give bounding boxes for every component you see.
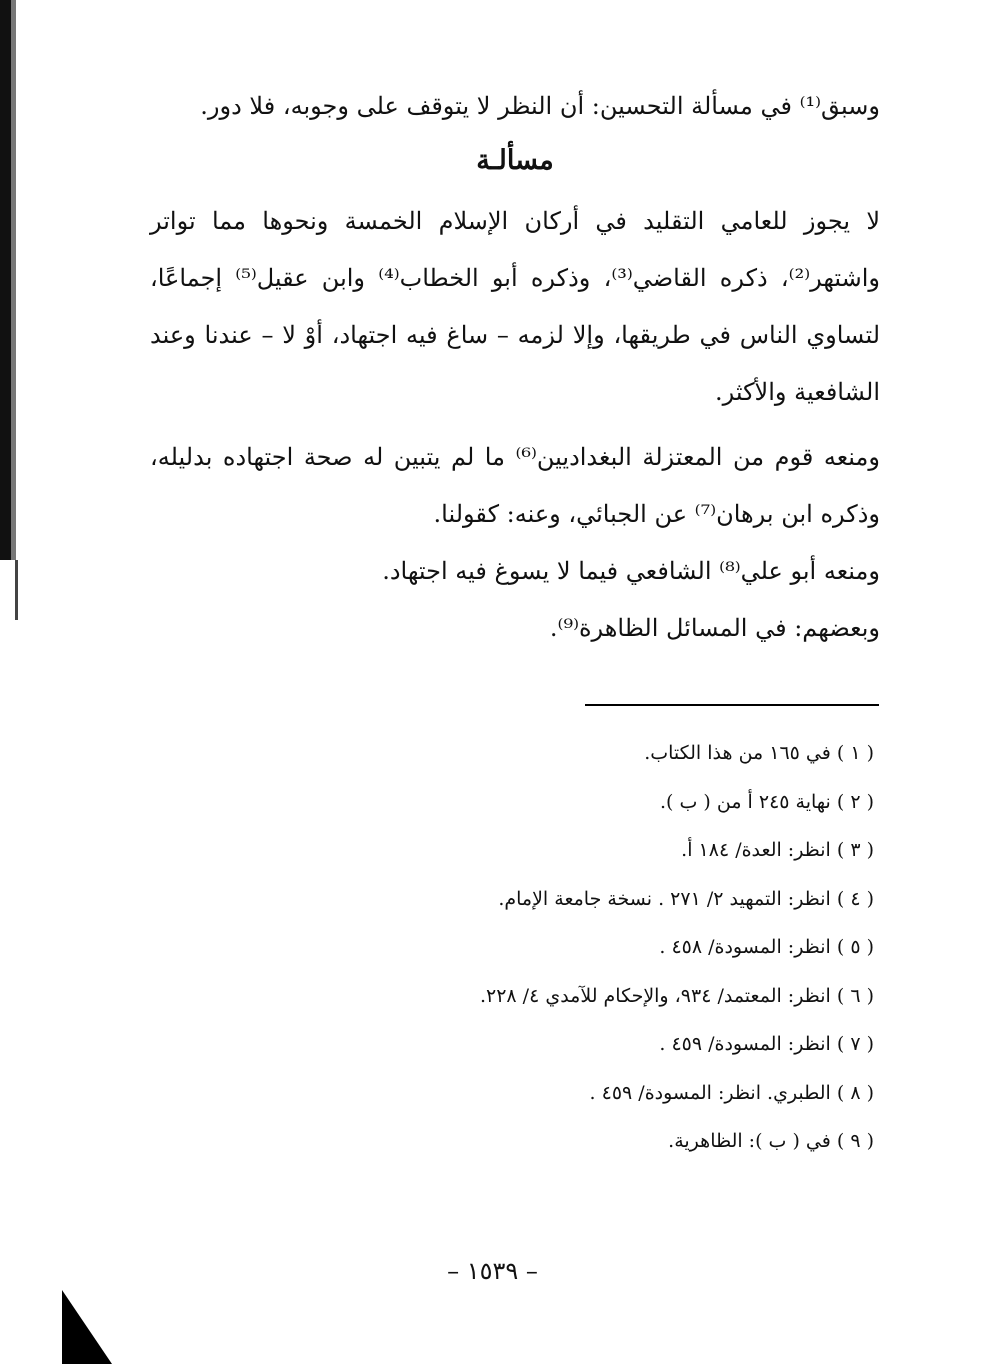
footnote-4: ( ٤ ) انظر: التمهيد ٢/ ٢٧١ . نسخة جامعة الإمام.: [498, 887, 874, 910]
scan-edge-shadow: [0, 0, 16, 560]
footnote-7: ( ٧ ) انظر: المسودة/ ٤٥٩ .: [659, 1033, 874, 1055]
footnote-3: ( ٣ ) انظر: العدة/ ١٨٤ أ.: [681, 839, 874, 861]
main-text: [150, 78, 880, 657]
paragraph-2: لا يجوز للعامي التقليد في أركان الإسلام الخمسة ونحوها مما تواتر واشتهر⁽²⁾، ذكره القاضي⁽³⁾، وذكره أبو الخطاب⁽⁴⁾ وابن عقيل⁽⁵⁾ إجماعًا، لتساوي الناس في طريقها، وإلا لزمه – ساغ فيه اجتهاد، أوْ لا – عندنا وعند الشافعية والأكثر.: [150, 207, 880, 406]
scan-edge-line: [15, 560, 18, 620]
footnote-1: ( ١ ) في ١٦٥ من هذا الكتاب.: [644, 742, 874, 764]
paragraph-5: وبعضهم: في المسائل الظاهرة⁽⁹⁾.: [549, 614, 880, 642]
footnote-6: ( ٦ ) انظر: المعتمد/ ٩٣٤، والإحكام للآمدي ٤/ ٢٢٨.: [479, 984, 874, 1007]
paragraph-4: ومنعه أبو علي⁽⁸⁾ الشافعي فيما لا يسوغ فيه اجتهاد.: [382, 557, 880, 585]
corner-triangle-mark: [62, 1290, 112, 1364]
footnote-separator: [585, 704, 879, 706]
paragraph-3: ومنعه قوم من المعتزلة البغداديين⁽⁶⁾ ما لم يتبين له صحة اجتهاده بدليله، وذكره ابن برهان⁽⁷⁾ عن الجبائي، وعنه: كقولنا.: [150, 443, 880, 528]
paragraph-1: وسبق⁽¹⁾ في مسألة التحسين: أن النظر لا يتوقف على وجوبه، فلا دور.: [200, 92, 880, 120]
footnotes: [300, 729, 874, 1166]
footnote-2: ( ٢ ) نهاية ٢٤٥ أ من ( ب ).: [659, 790, 874, 813]
section-title: مسألـة: [476, 145, 554, 176]
footnote-9: ( ٩ ) في ( ب ): الظاهرية.: [668, 1130, 874, 1152]
footnote-5: ( ٥ ) انظر: المسودة/ ٤٥٨ .: [659, 936, 874, 958]
page-number: – ١٥٣٩ –: [447, 1257, 538, 1285]
footnote-8: ( ٨ ) الطبري. انظر: المسودة/ ٤٥٩ .: [589, 1081, 874, 1104]
